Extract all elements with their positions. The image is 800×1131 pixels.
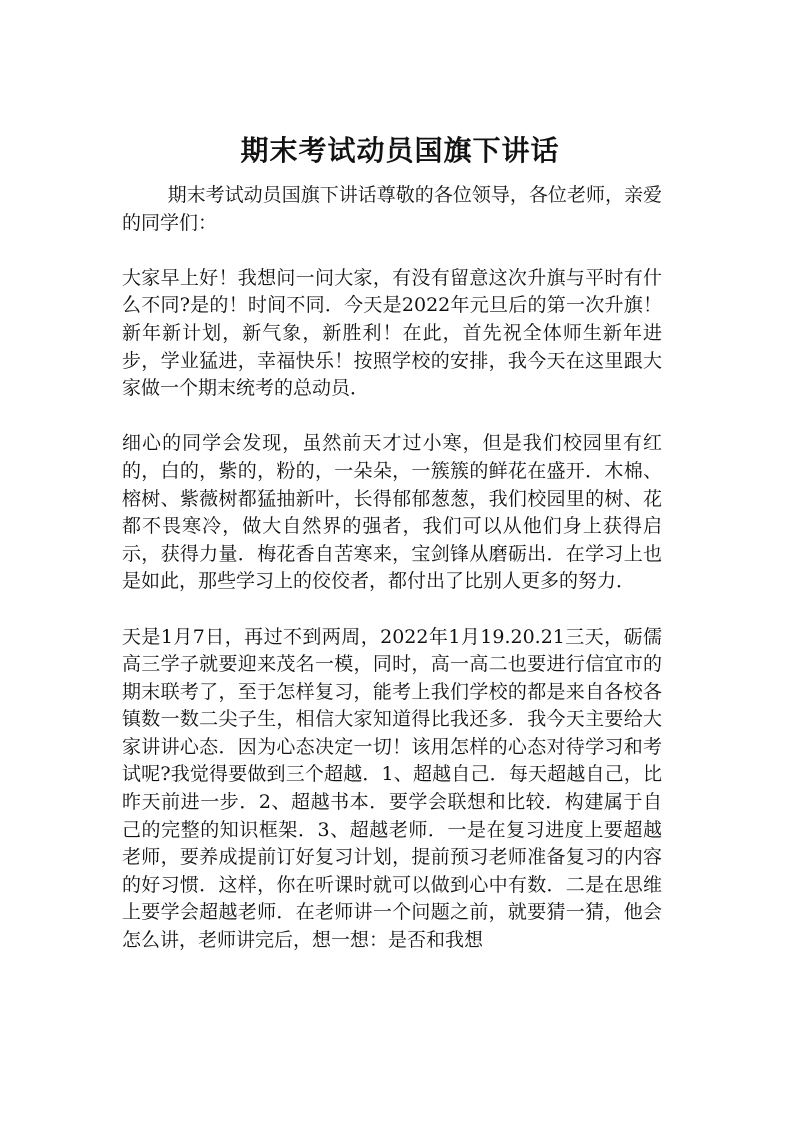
greeting-paragraph: 期末考试动员国旗下讲话尊敬的各位领导，各位老师，亲爱的同学们： [122, 184, 662, 234]
campus-paragraph: 细心的同学会发现，虽然前天才过小寒，但是我们校园里有红的，白的，紫的，粉的，一朵朵，一簇簇的鲜花在盛开．木棉、榕树、紫薇树都猛抽新叶，长得郁郁葱葱，我们校园里的树、花都不畏寒冷，做大自然界的强者，我们可以从他们身上获得启示，获得力量．梅花香自苦寒来，宝剑锋从磨砺出．在学习上也是如此，那些学习上的佼佼者，都付出了比别人更多的努力． [122, 432, 662, 593]
opening-paragraph: 大家早上好！我想问一问大家，有没有留意这次升旗与平时有什么不同?是的！时间不同．今天是2022年元旦后的第一次升旗！新年新计划，新气象，新胜利！在此，首先祝全体师生新年进步，学业猛进，幸福快乐！按照学校的安排，我今天在这里跟大家做一个期末统考的总动员． [122, 266, 662, 400]
document-body [122, 182, 662, 955]
exam-mindset-paragraph: 天是1月7日，再过不到两周，2022年1月19.20.21三天，砺儒高三学子就要迎来茂名一模，同时，高一高二也要进行信宜市的期末联考了，至于怎样复习，能考上我们学校的都是来自各校各镇数一数二尖子生，相信大家知道得比我还多．我今天主要给大家讲讲心态．因为心态决定一切！该用怎样的心态对待学习和考试呢?我觉得要做到三个超越．1、超越自己．每天超越自己，比昨天前进一步．2、超越书本．要学会联想和比较．构建属于自己的完整的知识框架．3、超越老师．一是在复习进度上要超越老师，要养成提前订好复习计划，提前预习老师准备复习的内容的好习惯．这样，你在听课时就可以做到心中有数．二是在思维上要学会超越老师．在老师讲一个问题之前，就要猜一猜，他会怎么讲，老师讲完后，想一想：是否和我想 [122, 625, 662, 952]
page-title: 期末考试动员国旗下讲话 [240, 133, 560, 167]
